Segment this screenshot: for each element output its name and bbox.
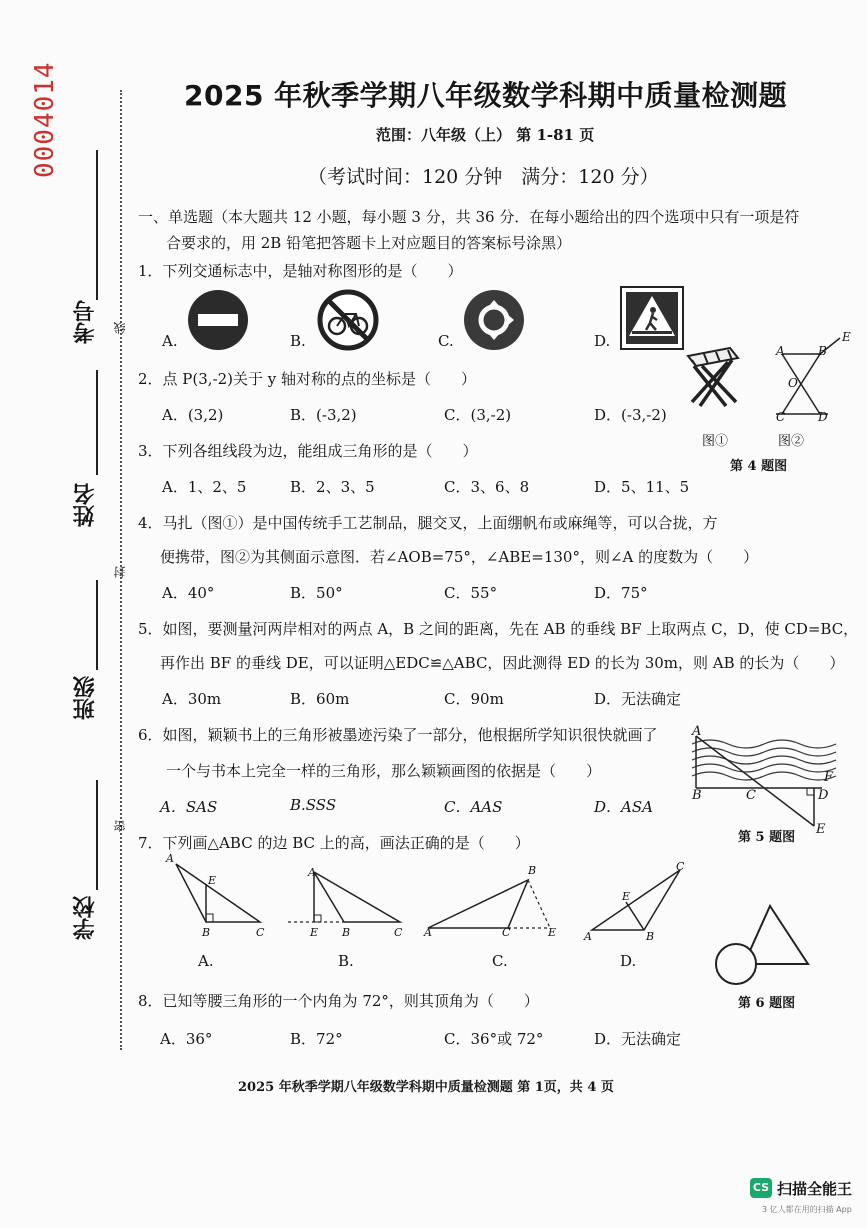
q8-option-b: B．72° — [290, 1030, 343, 1048]
q8-option-c: C．36°或 72° — [444, 1030, 544, 1048]
q7a-label-c: C — [256, 926, 265, 939]
binding-mark-seal: 封 — [113, 566, 127, 578]
q7c-label-a: A — [424, 926, 432, 939]
q2-option-b: B．(-3,2) — [290, 406, 357, 424]
section-1-instructions-line1: 一、单选题（本大题共 12 小题，每小题 3 分，共 36 分．在每小题给出的四个选项中只有一项是符 — [138, 208, 800, 226]
class-line — [96, 580, 98, 670]
camscanner-logo-icon: CS — [750, 1178, 772, 1198]
class-label: 班级 — [73, 676, 98, 720]
q5-option-b: B．60m — [290, 690, 350, 708]
q5-option-c: C．90m — [444, 690, 504, 708]
fig4-caption-1: 图① — [702, 434, 729, 449]
watermark-name: 扫描全能王 — [777, 1180, 853, 1198]
q7d-label-a: A — [584, 930, 592, 943]
q8-option-a: A．36° — [160, 1030, 213, 1048]
q7d-label-c: C — [676, 860, 685, 873]
exam-number-line — [96, 150, 98, 300]
q8-stem: 8．已知等腰三角形的一个内角为 72°，则其顶角为（ ） — [138, 992, 539, 1010]
q7a-label-e: E — [208, 874, 217, 887]
fig4-label-b: B — [818, 344, 827, 358]
q6-option-d: D．ASA — [594, 798, 653, 816]
q1-option-a: A. — [162, 332, 178, 350]
q1-stem: 1．下列交通标志中，是轴对称图形的是（ ） — [138, 262, 463, 280]
q7c-label-c: C — [502, 926, 511, 939]
q2-option-d: D．(-3,-2) — [594, 406, 667, 424]
q5-line1: 5．如图，要测量河两岸相对的两点 A，B 之间的距离，先在 AB 的垂线 BF 上取两点 C，D，使 CD=BC， — [138, 620, 859, 638]
fig4-label-o: O — [788, 376, 798, 390]
binding-mark-line: 线 — [113, 322, 127, 334]
q6-line1: 6．如图，颖颖书上的三角形被墨迹污染了一部分，他根据所学知识很快就画了 — [138, 726, 658, 744]
q8-option-d: D．无法确定 — [594, 1030, 682, 1048]
fig5-label-b: B — [692, 788, 702, 803]
q7-option-b: B. — [338, 952, 354, 970]
q3-option-d: D．5、11、5 — [594, 478, 690, 496]
q7-option-d: D. — [620, 952, 637, 970]
exam-number-label: 考号 — [73, 300, 98, 344]
roundabout-sign-icon — [462, 288, 526, 352]
school-line — [96, 780, 98, 890]
school-label: 学校 — [73, 896, 98, 940]
no-bicycle-sign-icon — [316, 288, 380, 352]
q4-option-a: A．40° — [162, 584, 215, 602]
q2-stem: 2．点 P(3,-2)关于 y 轴对称的点的坐标是（ ） — [138, 370, 477, 388]
fig4-label-c: C — [776, 410, 786, 424]
fig4-label-e: E — [842, 330, 851, 344]
q7a-label-b: B — [202, 926, 211, 939]
fig5-label-e: E — [816, 822, 826, 837]
fig4-caption-2: 图② — [778, 434, 805, 449]
q4-option-c: C．55° — [444, 584, 498, 602]
q7b-label-a: A — [308, 866, 316, 879]
q7-option-a: A. — [198, 952, 214, 970]
fig4-title: 第 4 题图 — [730, 459, 788, 474]
q6-option-a: A．SAS — [160, 798, 218, 816]
no-entry-sign-icon — [186, 288, 250, 352]
section-1-instructions-line2: 合要求的，用 2B 铅笔把答题卡上对应题目的答案标号涂黑） — [166, 234, 572, 252]
fig5-label-d: D — [818, 788, 829, 803]
fig4-label-d: D — [818, 410, 828, 424]
pedestrian-crossing-sign-icon — [620, 286, 684, 350]
q4-line2: 便携带，图②为其侧面示意图．若∠AOB=75°，∠ABE=130°，则∠A 的度数为（ ） — [160, 548, 759, 566]
page-footer: 2025 年秋季学期八年级数学科期中质量检测题 第 1页，共 4 页 — [238, 1080, 614, 1095]
watermark-subtitle: 3 亿人都在用的扫描 App — [762, 1205, 852, 1214]
q4-option-b: B．50° — [290, 584, 343, 602]
q7d-label-e: E — [622, 890, 631, 903]
q6-option-c: C．AAS — [444, 798, 503, 816]
exam-title: 2025 年秋季学期八年级数学科期中质量检测题 — [184, 79, 788, 112]
river-measurement-diagram — [690, 732, 840, 832]
fig5-title: 第 5 题图 — [738, 830, 796, 845]
q7b-label-c: C — [394, 926, 403, 939]
exam-scope: 范围：八年级（上） 第 1-81 页 — [376, 126, 595, 144]
name-label: 姓名 — [73, 483, 98, 527]
q1-option-d: D. — [594, 332, 611, 350]
q7-figure-c — [424, 872, 564, 934]
fig6-title: 第 6 题图 — [738, 996, 796, 1011]
q2-option-a: A．(3,2) — [162, 406, 224, 424]
fig5-label-f: F — [824, 770, 834, 785]
q6-line2: 一个与书本上完全一样的三角形，那么颖颖画图的依据是（ ） — [166, 762, 602, 780]
q3-option-c: C．3、6、8 — [444, 478, 530, 496]
q5-option-d: D．无法确定 — [594, 690, 682, 708]
q1-option-b: B. — [290, 332, 306, 350]
serial-number: 0004014 — [30, 61, 60, 178]
binding-mark-secret: 密 — [113, 820, 127, 832]
q7c-label-b: B — [528, 864, 537, 877]
q5-option-a: A．30m — [162, 690, 222, 708]
q7-stem: 7．下列画△ABC 的边 BC 上的高，画法正确的是（ ） — [138, 834, 530, 852]
q5-line2: 再作出 BF 的垂线 DE，可以证明△EDC≌△ABC，因此测得 ED 的长为 30m，则 AB 的长为（ ） — [160, 654, 845, 672]
name-line — [96, 370, 98, 475]
q3-option-b: B．2、3、5 — [290, 478, 375, 496]
exam-timing: （考试时间：120 分钟 满分：120 分） — [308, 166, 659, 188]
q3-stem: 3．下列各组线段为边，能组成三角形的是（ ） — [138, 442, 478, 460]
ink-stained-triangle-diagram — [712, 902, 822, 988]
q1-option-c: C. — [438, 332, 454, 350]
q7-option-c: C. — [492, 952, 508, 970]
folding-stool-figure — [682, 346, 742, 410]
q7-figure-d — [588, 862, 688, 934]
q4-line1: 4．马扎（图①）是中国传统手工艺制品，腿交叉，上面绷帆布或麻绳等，可以合拢，方 — [138, 514, 718, 532]
fig5-label-a: A — [692, 724, 702, 739]
fig4-label-a: A — [776, 344, 785, 358]
q7a-label-a: A — [166, 852, 174, 865]
q7c-label-e: E — [548, 926, 557, 939]
q4-option-d: D．75° — [594, 584, 648, 602]
q7-figure-b — [288, 864, 408, 934]
q7b-label-e: E — [310, 926, 319, 939]
q2-option-c: C．(3,-2) — [444, 406, 512, 424]
fig5-label-c: C — [746, 788, 756, 803]
q6-option-b: B.SSS — [290, 796, 337, 814]
q3-option-a: A．1、2、5 — [162, 478, 247, 496]
q7b-label-b: B — [342, 926, 351, 939]
q7d-label-b: B — [646, 930, 655, 943]
